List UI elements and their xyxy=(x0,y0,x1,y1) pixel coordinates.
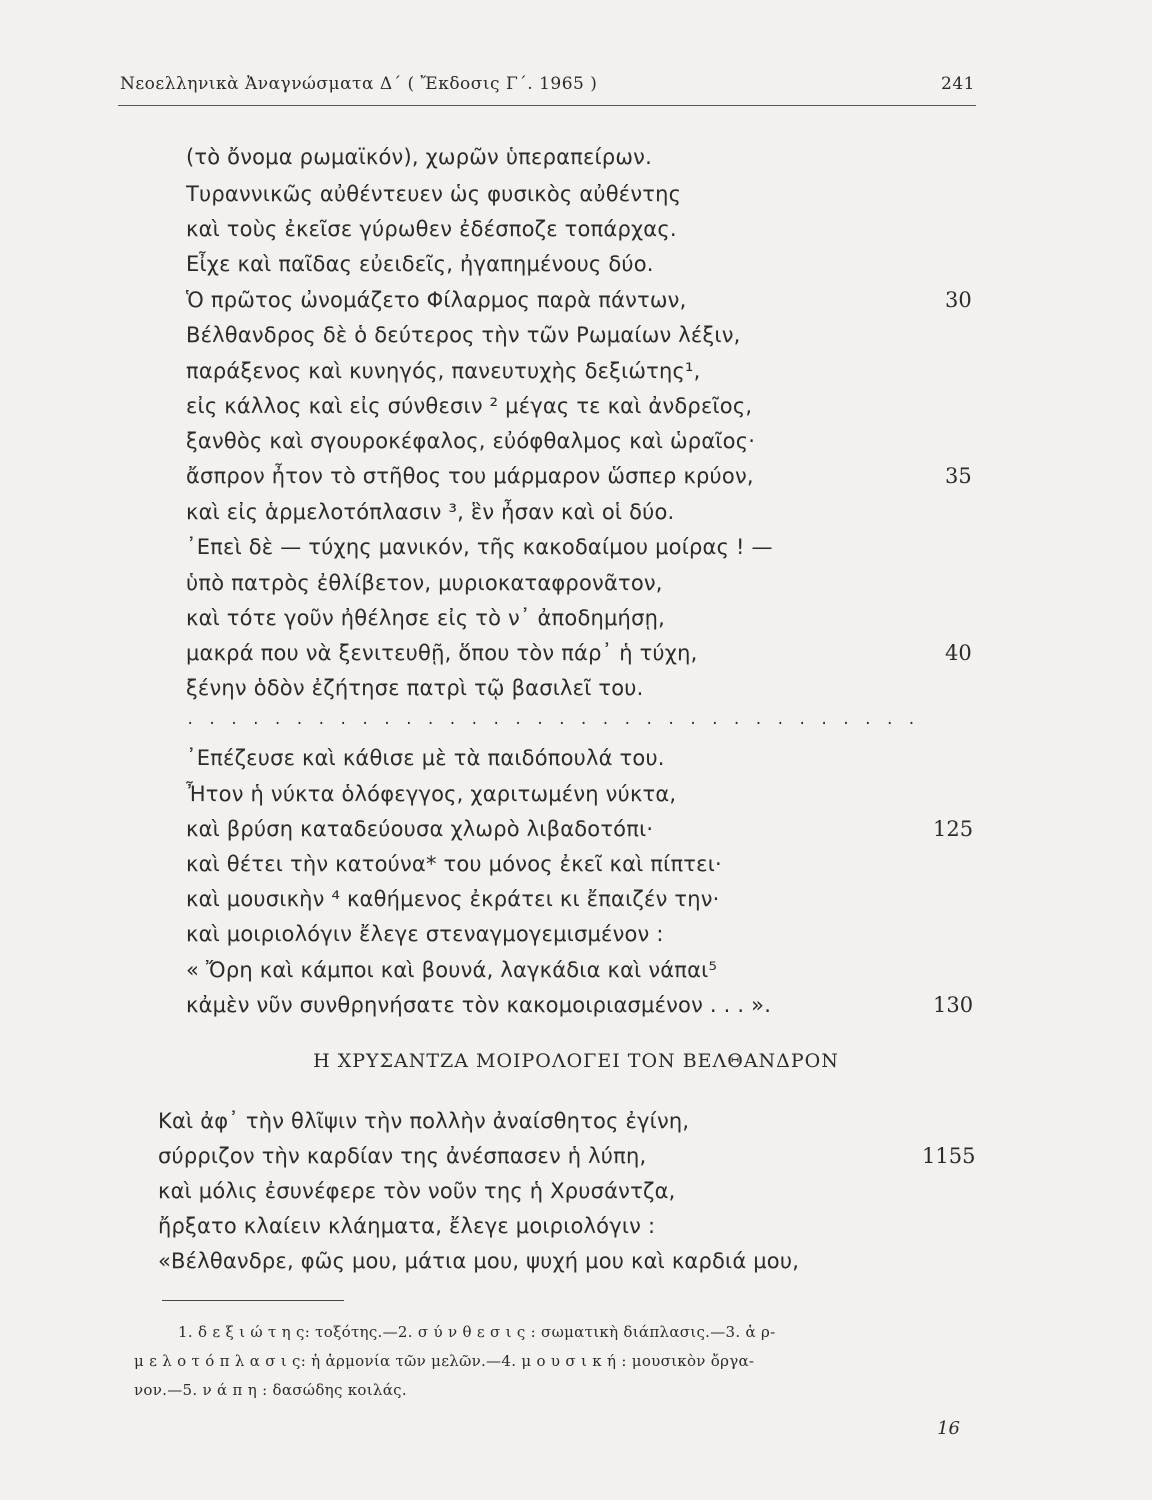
section-heading: Η ΧΡΥΣΑΝΤΖΑ ΜΟΙΡΟΛΟΓΕΙ ΤΟΝ ΒΕΛΘΑΝΔΡΟΝ xyxy=(313,1050,839,1072)
page-header xyxy=(120,74,975,102)
poem-line: « Ὄρη καὶ κάμποι καὶ βουνά, λαγκάδια καὶ νάπαι⁵ xyxy=(186,958,718,982)
poem-line: ἤρξατο κλαίειν κλάηματα, ἔλεγε μοιριολόγιν : xyxy=(158,1214,656,1238)
poem-line: «Βέλθανδρε, φῶς μου, μάτια μου, ψυχή μου καὶ καρδιά μου, xyxy=(158,1249,800,1273)
poem-line: καὶ τότε γοῦν ἠθέλησε εἰς τὸ ν᾿ ἀποδημήσῃ, xyxy=(186,606,665,630)
poem-line: Εἶχε καὶ παῖδας εὐειδεῖς, ἠγαπημένους δύο. xyxy=(186,252,654,276)
ellipsis-row: . . . . . . . . . . . . . . . . . . . . . . . . . . . . . . . . . . xyxy=(186,712,919,728)
footnote-rule xyxy=(162,1300,344,1301)
line-number: 40 xyxy=(945,641,972,665)
header-rule xyxy=(118,105,976,106)
line-number: 130 xyxy=(933,993,974,1017)
footnote-line: μ ε λ ο τ ό π λ α σ ι ς: ἡ ἁρμονία τῶν μελῶν.—4. μ ο υ σ ι κ ή : μουσικὸν ὄργα- xyxy=(134,1352,755,1370)
poem-line: ᾿Επεὶ δὲ — τύχης μανικόν, τῆς κακοδαίμου μοίρας ! — xyxy=(186,535,773,559)
line-number: 30 xyxy=(945,288,972,312)
line-number: 35 xyxy=(945,464,972,488)
poem-line: Ἦτον ἡ νύκτα ὁλόφεγγος, χαριτωμένη νύκτα, xyxy=(186,782,677,806)
poem-line: ὑπὸ πατρὸς ἐθλίβετον, μυριοκαταφρονᾶτον, xyxy=(186,571,663,595)
poem-line: ἄσπρον ἦτον τὸ στῆθος του μάρμαρον ὥσπερ κρύον, xyxy=(186,464,754,488)
poem-line: Βέλθανδρος δὲ ὁ δεύτερος τὴν τῶν Ρωμαίων λέξιν, xyxy=(186,323,741,347)
poem-line: ξένην ὁδὸν ἐζήτησε πατρὶ τῷ βασιλεῖ του. xyxy=(186,676,644,700)
line-number: 1155 xyxy=(922,1144,976,1168)
poem-line: σύρριζον τὴν καρδίαν της ἀνέσπασεν ἡ λύπη, xyxy=(158,1144,647,1168)
poem-line: καὶ θέτει τὴν κατούνα* του μόνος ἐκεῖ καὶ πίπτει· xyxy=(186,852,722,876)
poem-line: Τυραννικῶς αὐθέντευεν ὡς φυσικὸς αὐθέντης xyxy=(186,182,682,206)
signature-mark: 16 xyxy=(937,1418,960,1439)
poem-line: ᾿Επέζευσε καὶ κάθισε μὲ τὰ παιδόπουλά του. xyxy=(186,746,665,770)
poem-line: Ὁ πρῶτος ὠνομάζετο Φίλαρμος παρὰ πάντων, xyxy=(186,288,687,312)
poem-line: εἰς κάλλος καὶ εἰς σύνθεσιν ² μέγας τε καὶ ἀνδρεῖος, xyxy=(186,394,753,418)
poem-line: καὶ εἰς ἁρμελοτόπλασιν ³, ἓν ἦσαν καὶ οἱ δύο. xyxy=(186,500,675,524)
poem-line: καὶ τοὺς ἐκεῖσε γύρωθεν ἐδέσποζε τοπάρχας. xyxy=(186,217,677,241)
poem-line: κἀμὲν νῦν συνθρηνήσατε τὸν κακομοιριασμένον . . . ». xyxy=(186,993,772,1017)
poem-line: καὶ μόλις ἐσυνέφερε τὸν νοῦν της ἡ Χρυσάντζα, xyxy=(158,1179,676,1203)
poem-line: καὶ μοιριολόγιν ἔλεγε στεναγμογεμισμένον : xyxy=(186,922,664,946)
page-number: 241 xyxy=(941,74,975,94)
poem-line: μακρά που νὰ ξενιτευθῇ, ὅπου τὸν πάρ᾿ ἡ τύχη, xyxy=(186,641,698,665)
footnote-line: 1. δ ε ξ ι ώ τ η ς: τοξότης.—2. σ ύ ν θ ε σ ι ς : σωματικὴ διάπλασις.—3. ἁ ρ- xyxy=(178,1323,776,1341)
poem-line: ξανθὸς καὶ σγουροκέφαλος, εὐόφθαλμος καὶ ὡραῖος· xyxy=(186,429,756,453)
line-number: 125 xyxy=(933,817,974,841)
footnote-line: νον.—5. ν ά π η : δασώδης κοιλάς. xyxy=(134,1381,407,1399)
poem-line: Καὶ ἀφ᾿ τὴν θλῖψιν τὴν πολλὴν ἀναίσθητος ἐγίνη, xyxy=(158,1109,690,1133)
poem-line: παράξενος καὶ κυνηγός, πανευτυχὴς δεξιώτης¹, xyxy=(186,359,701,383)
running-title: Νεοελληνικὰ Ἀναγνώσματα Δ´ ( Ἔκδοσις Γ´. 1965 ) xyxy=(120,74,598,94)
poem-line: (τὸ ὄνομα ρωμαϊκόν), χωρῶν ὑπεραπείρων. xyxy=(186,145,652,169)
poem-line: καὶ βρύση καταδεύουσα χλωρὸ λιβαδοτόπι· xyxy=(186,817,654,841)
poem-line: καὶ μουσικὴν ⁴ καθήμενος ἐκράτει κι ἔπαιζέν την· xyxy=(186,887,720,911)
